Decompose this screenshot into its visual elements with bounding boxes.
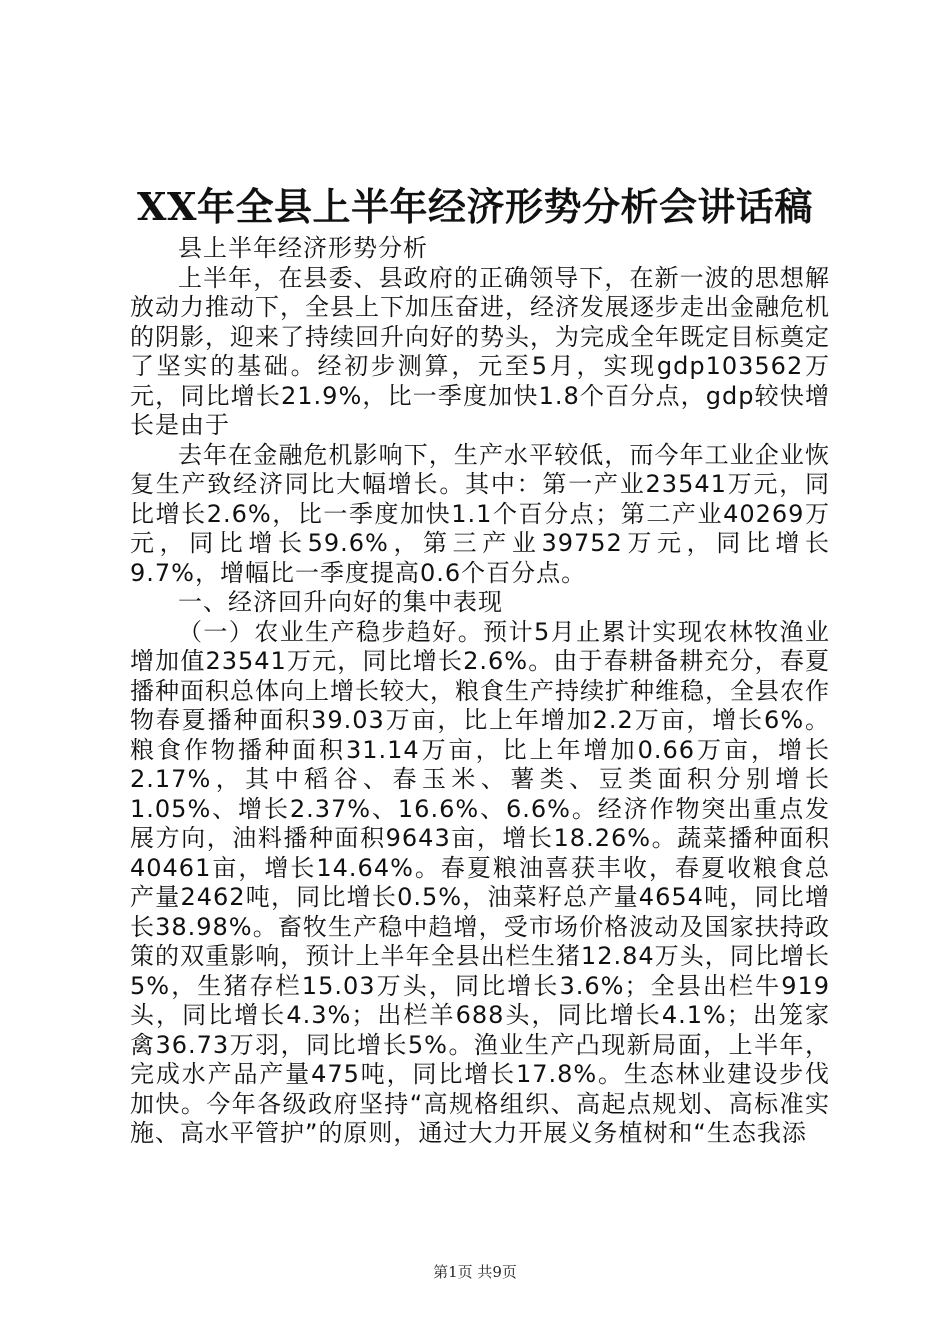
document-title: XX年全县上半年经济形势分析会讲话稿 xyxy=(137,184,813,229)
page-footer: 第1页 共9页 xyxy=(433,1263,517,1281)
paragraph-subtitle: 县上半年经济形势分析 xyxy=(178,234,428,262)
paragraph-overview: 上半年，在县委、县政府的正确领导下，在新一波的思想解放动力推动下，全县上下加压奋进，经济发展逐步走出金融危机的阴影，迎来了持续回升向好的势头，为完成全年既定目标奠定了坚实的基础。经初步测算，元至5月，实现gdp103562万元，同比增长21.9%，比一季度加快1.8个百分点，gdp较快增长是由于 xyxy=(130,263,830,439)
paragraph-agriculture: （一）农业生产稳步趋好。预计5月止累计实现农林牧渔业增加值23541万元，同比增长2.6%。由于春耕备耕充分，春夏播种面积总体向上增长较大，粮食生产持续扩种维稳，全县农作物春夏播种面积39.03万亩，比上年增加2.2万亩，增长6%。粮食作物播种面积31.14万亩，比上年增加0.66万亩，增长2.17%，其中稻谷、春玉米、薯类、豆类面积分别增长1.05%、增长2.37%、16.6%、6.6%。经济作物突出重点发展方向，油料播种面积9643亩，增长18.26%。蔬菜播种面积40461亩，增长14.64%。春夏粮油喜获丰收，春夏收粮食总产量2462吨，同比增长0.5%，油菜籽总产量4654吨，同比增长38.98%。畜牧生产稳中趋增，受市场价格波动及国家扶持政策的双重影响，预计上半年全县出栏生猪12.84万头，同比增长5%，生猪存栏15.03万头，同比增长3.6%；全县出栏牛919头，同比增长4.3%；出栏羊688头，同比增长4.1%；出笼家禽36.73万羽，同比增长5%。渔业生产凸现新局面，上半年，完成水产品产量475吨，同比增长17.8%。生态林业建设步伐加快。今年各级政府坚持“高规格组织、高起点规划、高标准实施、高水平管护”的原则，通过大力开展义务植树和“生态我添 xyxy=(130,617,830,1147)
paragraph-last-year: 去年在金融危机影响下，生产水平较低，而今年工业企业恢复生产致经济同比大幅增长。其中：第一产业23541万元，同比增长2.6%，比一季度加快1.1个百分点；第二产业40269万元，同比增长59.6%，第三产业39752万元，同比增长9.7%，增幅比一季度提高0.6个百分点。 xyxy=(130,440,830,587)
document-body xyxy=(130,234,830,1149)
section-heading: 一、经济回升向好的集中表现 xyxy=(178,588,503,616)
